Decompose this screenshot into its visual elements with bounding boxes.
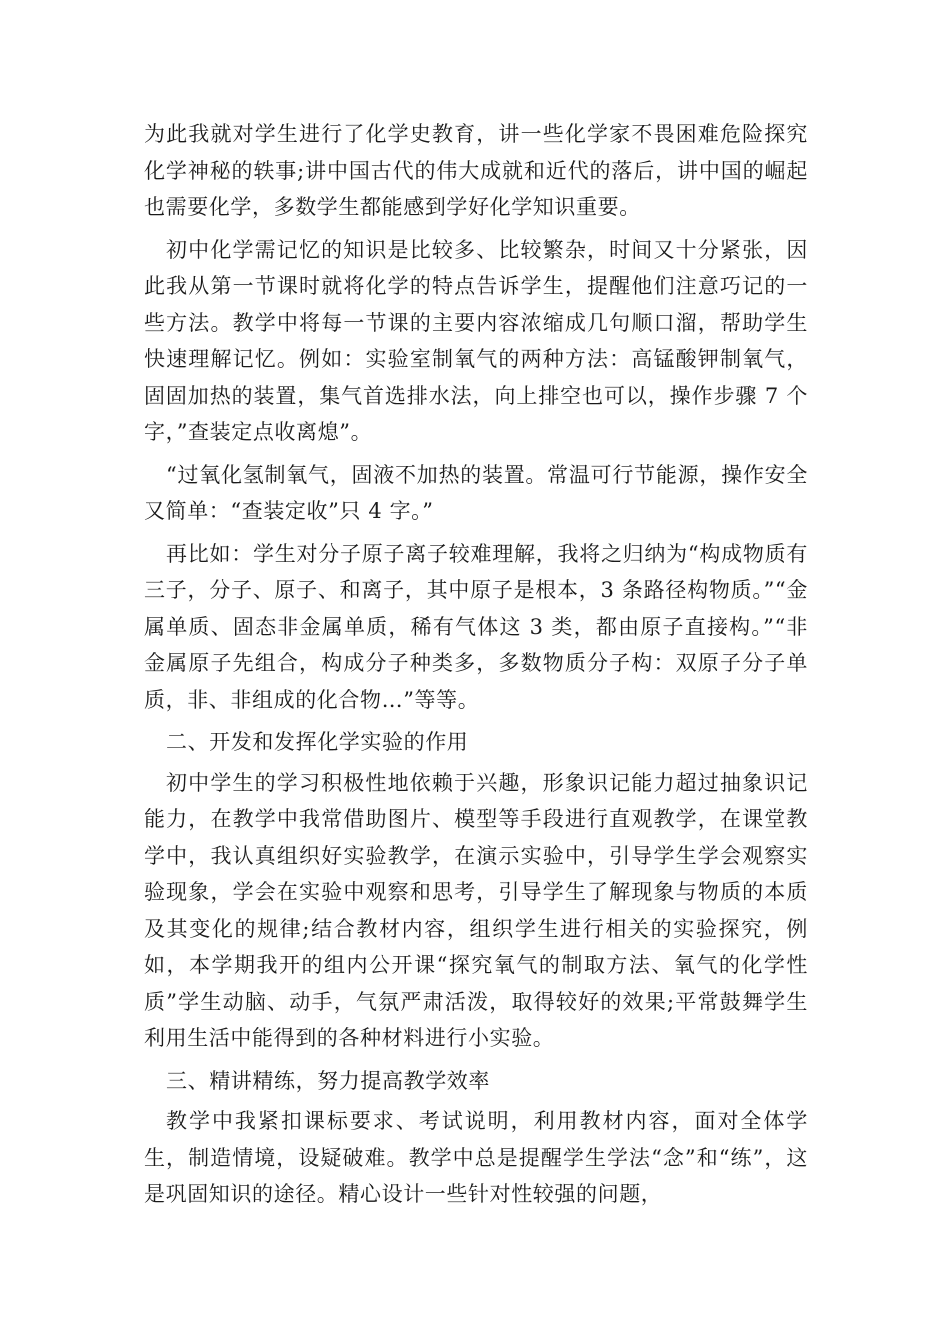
paragraph-history-education: 为此我就对学生进行了化学史教育，讲一些化学家不畏困难危险探究化学神秘的轶事;讲中国古代的伟大成就和近代的落后，讲中国的崛起也需要化学，多数学生都能感到学好化学知识重要。	[144, 122, 808, 219]
section-heading-experiments: 二、开发和发挥化学实验的作用	[166, 730, 469, 754]
paragraph-molecule-atom-rhyme: 再比如：学生对分子原子离子较难理解，我将之归纳为“构成物质有三子，分子、原子、和离子，其中原子是根本，3 条路径构物质。”“金属单质、固态非金属单质，稀有气体这 3 类，都由原子直接构。”“非金属原子先组合，构成分子种类多，多数物质分子构：双原子分子单质，非、非组成的化合物…”等等。	[144, 541, 808, 712]
section-heading-efficiency: 三、精讲精练，努力提高教学效率	[166, 1068, 490, 1093]
paragraph-hydrogen-peroxide-rhyme: “过氧化氢制氧气，固液不加热的装置。常温可行节能源，操作安全又简单：“查装定收”只 4 字。”	[144, 462, 808, 523]
paragraph-teaching-efficiency: 教学中我紧扣课标要求、考试说明，利用教材内容，面对全体学生，制造情境，设疑破难。教学中总是提醒学生学法“念”和“练”，这是巩固知识的途径。精心设计一些针对性较强的问题，	[144, 1109, 808, 1206]
document-page	[144, 116, 808, 1219]
paragraph-memory-methods: 初中化学需记忆的知识是比较多、比较繁杂，时间又十分紧张，因此我从第一节课时就将化学的特点告诉学生，提醒他们注意巧记的一些方法。教学中将每一节课的主要内容浓缩成几句顺口溜，帮助学生快速理解记忆。例如：实验室制氧气的两种方法：高锰酸钾制氧气，固固加热的装置，集气首选排水法，向上排空也可以，操作步骤 7 个字，”查装定点收离熄”。	[144, 237, 808, 444]
paragraph-experiment-teaching: 初中学生的学习积极性地依赖于兴趣，形象识记能力超过抽象识记能力，在教学中我常借助图片、模型等手段进行直观教学，在课堂教学中，我认真组织好实验教学，在演示实验中，引导学生学会观察实验现象，学会在实验中观察和思考，引导学生了解现象与物质的本质及其变化的规律;结合教材内容，组织学生进行相关的实验探究，例如，本学期我开的组内公开课“探究氧气的制取方法、氧气的化学性质”学生动脑、动手，气氛严肃活泼，取得较好的效果;平常鼓舞学生利用生活中能得到的各种材料进行小实验。	[144, 770, 808, 1050]
